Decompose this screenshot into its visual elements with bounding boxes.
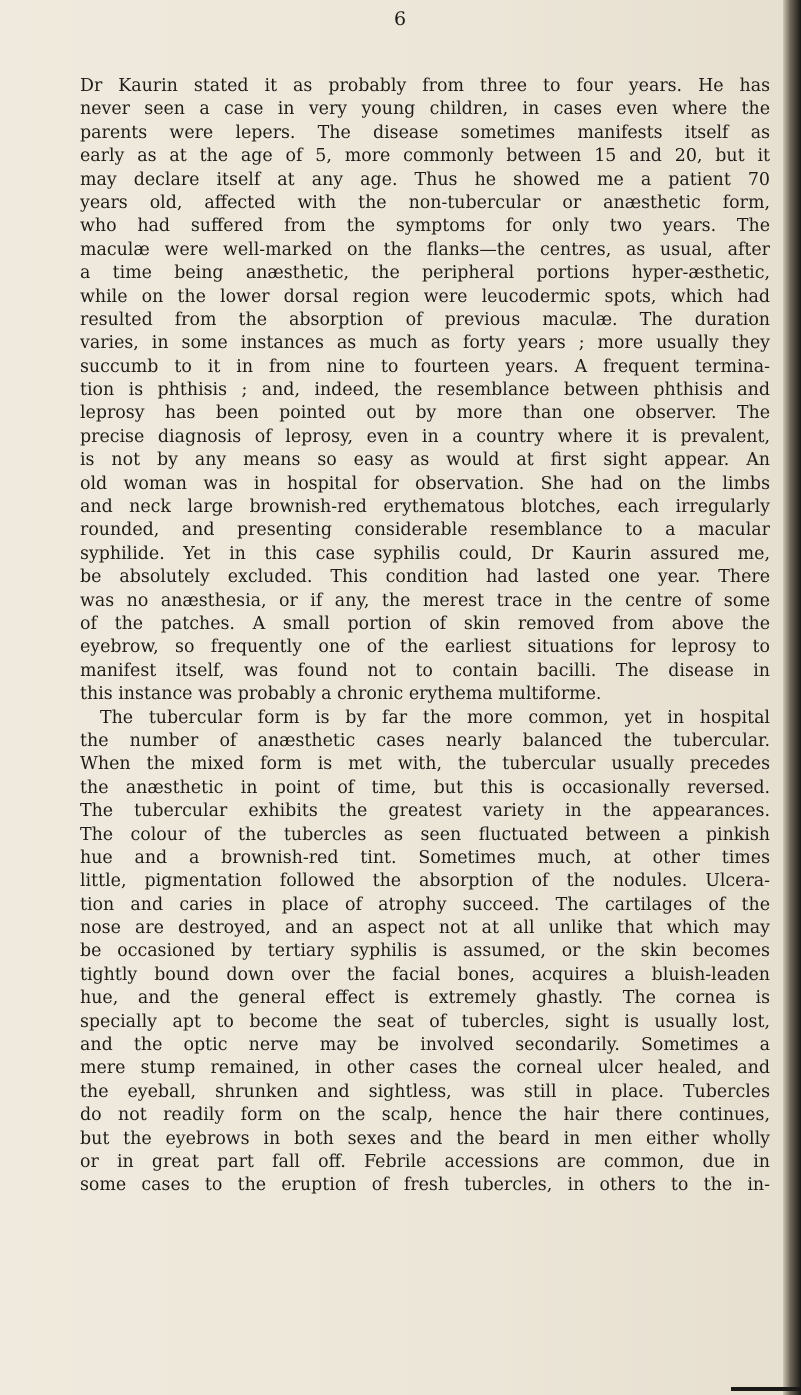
text-line: tightly bound down over the facial bones, acquires a bluish-leaden — [80, 964, 770, 985]
text-line: succumb to it in from nine to fourteen years. A frequent termina- — [80, 356, 770, 377]
page-edge-shadow — [783, 0, 801, 1395]
text-line: leprosy has been pointed out by more than one observer. The — [80, 403, 770, 424]
text-line: syphilide. Yet in this case syphilis could, Dr Kaurin assured me, — [80, 543, 770, 564]
text-line: The tubercular exhibits the greatest variety in the appearances. — [80, 801, 770, 822]
text-line: do not readily form on the scalp, hence the hair there continues, — [80, 1105, 770, 1126]
text-line: manifest itself, was found not to contain bacilli. The disease in — [80, 660, 770, 681]
text-line: rounded, and presenting considerable resemblance to a macular — [80, 520, 770, 541]
text-line: the anæsthetic in point of time, but this is occasionally reversed. — [80, 777, 770, 798]
text-line: or in great part fall off. Febrile accessions are common, due in — [80, 1151, 770, 1172]
text-line: varies, in some instances as much as forty years ; more usually they — [80, 333, 770, 354]
text-line: old woman was in hospital for observation. She had on the limbs — [80, 473, 770, 494]
text-line: the eyeball, shrunken and sightless, was still in place. Tubercles — [80, 1081, 770, 1102]
text-line: while on the lower dorsal region were leucodermic spots, which had — [80, 286, 770, 307]
text-line: of the patches. A small portion of skin removed from above the — [80, 613, 770, 634]
text-line: is not by any means so easy as would at first sight appear. An — [80, 450, 770, 471]
text-line: and neck large brownish-red erythematous blotches, each irregularly — [80, 497, 770, 518]
text-line: years old, affected with the non-tubercular or anæsthetic form, — [80, 192, 770, 213]
text-line: the number of anæsthetic cases nearly balanced the tubercular. — [80, 730, 770, 751]
text-line: never seen a case in very young children, in cases even where the — [80, 99, 770, 120]
text-line: a time being anæsthetic, the peripheral portions hyper-æsthetic, — [80, 263, 770, 284]
text-line: little, pigmentation followed the absorption of the nodules. Ulcera- — [80, 871, 770, 892]
text-line: who had suffered from the symptoms for only two years. The — [80, 216, 770, 237]
text-line: The colour of the tubercles as seen fluctuated between a pinkish — [80, 824, 770, 845]
text-line: but the eyebrows in both sexes and the beard in men either wholly — [80, 1128, 770, 1149]
text-line: parents were lepers. The disease sometimes manifests itself as — [80, 122, 770, 143]
text-line: and the optic nerve may be involved secondarily. Sometimes a — [80, 1035, 770, 1056]
text-line: this instance was probably a chronic erythema multiforme. — [80, 684, 602, 705]
text-line: The tubercular form is by far the more common, yet in hospital — [100, 707, 770, 728]
text-line: hue and a brownish-red tint. Sometimes much, at other times — [80, 847, 770, 868]
text-line: mere stump remained, in other cases the corneal ulcer healed, and — [80, 1058, 770, 1079]
text-line: maculæ were well-marked on the flanks—the centres, as usual, after — [80, 239, 770, 260]
page-bottom-rule — [731, 1387, 801, 1391]
text-line: specially apt to become the seat of tubercles, sight is usually lost, — [80, 1011, 770, 1032]
text-line: be occasioned by tertiary syphilis is assumed, or the skin becomes — [80, 941, 770, 962]
text-line: may declare itself at any age. Thus he showed me a patient 70 — [80, 169, 770, 190]
body-text — [80, 75, 770, 1198]
text-line: resulted from the absorption of previous maculæ. The duration — [80, 309, 770, 330]
text-line: be absolutely excluded. This condition had lasted one year. There — [80, 567, 770, 588]
text-line: nose are destroyed, and an aspect not at all unlike that which may — [80, 918, 770, 939]
text-line: early as at the age of 5, more commonly between 15 and 20, but it — [80, 146, 770, 167]
text-line: Dr Kaurin stated it as probably from three to four years. He has — [80, 76, 770, 96]
text-line: When the mixed form is met with, the tubercular usually precedes — [80, 754, 770, 775]
text-line: some cases to the eruption of fresh tubercles, in others to the in- — [80, 1175, 770, 1196]
text-line: precise diagnosis of leprosy, even in a country where it is prevalent, — [80, 426, 770, 447]
text-line: tion and caries in place of atrophy succeed. The cartilages of the — [80, 894, 770, 915]
page-number: 6 — [393, 8, 408, 30]
text-line: eyebrow, so frequently one of the earliest situations for leprosy to — [80, 637, 770, 658]
text-line: was no anæsthesia, or if any, the merest trace in the centre of some — [80, 590, 770, 611]
text-line: hue, and the general effect is extremely ghastly. The cornea is — [80, 988, 770, 1009]
text-line: tion is phthisis ; and, indeed, the resemblance between phthisis and — [80, 380, 770, 401]
